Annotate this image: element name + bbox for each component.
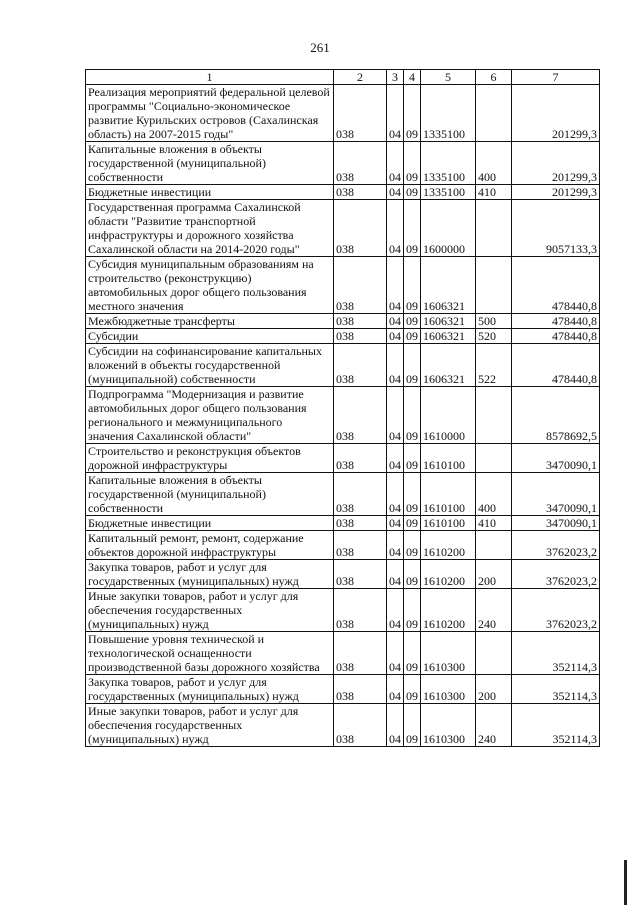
target-item-code-cell: 1335100: [421, 85, 476, 142]
section-code-cell: 04: [387, 142, 404, 185]
amount-cell: 3470090,1: [512, 444, 600, 473]
row-name-cell: Субсидии на софинансирование капитальных вложений в объекты государственной (муниципальной) собственности: [86, 344, 334, 387]
subsection-code-cell: 09: [404, 314, 421, 329]
subsection-code-cell: 09: [404, 257, 421, 314]
subsection-code-cell: 09: [404, 632, 421, 675]
table-row: [86, 444, 600, 473]
target-item-code-cell: 1610300: [421, 704, 476, 747]
section-code-cell: 04: [387, 632, 404, 675]
expense-type-code-cell: [476, 200, 512, 257]
expense-type-code-cell: [476, 531, 512, 560]
section-code-cell: 04: [387, 531, 404, 560]
target-item-code-cell: 1606321: [421, 344, 476, 387]
target-item-code-cell: 1606321: [421, 257, 476, 314]
subsection-code-cell: 09: [404, 444, 421, 473]
subsection-code-cell: 09: [404, 387, 421, 444]
ministry-code-cell: 038: [334, 85, 387, 142]
table-row: [86, 704, 600, 747]
expense-type-code-cell: 240: [476, 704, 512, 747]
subsection-code-cell: 09: [404, 344, 421, 387]
ministry-code-cell: 038: [334, 257, 387, 314]
section-code-cell: 04: [387, 257, 404, 314]
subsection-code-cell: 09: [404, 516, 421, 531]
table-row: [86, 560, 600, 589]
target-item-code-cell: 1335100: [421, 185, 476, 200]
subsection-code-cell: 09: [404, 85, 421, 142]
page-number: 261: [310, 40, 330, 55]
expense-type-code-cell: 522: [476, 344, 512, 387]
section-code-cell: 04: [387, 675, 404, 704]
subsection-code-cell: 09: [404, 560, 421, 589]
header-cell-5: 5: [421, 70, 476, 85]
amount-cell: 478440,8: [512, 344, 600, 387]
row-name-cell: Строительство и реконструкция объектов дорожной инфраструктуры: [86, 444, 334, 473]
target-item-code-cell: 1606321: [421, 314, 476, 329]
ministry-code-cell: 038: [334, 675, 387, 704]
ministry-code-cell: 038: [334, 314, 387, 329]
amount-cell: 8578692,5: [512, 387, 600, 444]
amount-cell: 201299,3: [512, 185, 600, 200]
table-row: [86, 632, 600, 675]
section-code-cell: 04: [387, 704, 404, 747]
row-name-cell: Закупка товаров, работ и услуг для государственных (муниципальных) нужд: [86, 560, 334, 589]
expense-type-code-cell: [476, 632, 512, 675]
expense-type-code-cell: 240: [476, 589, 512, 632]
section-code-cell: 04: [387, 329, 404, 344]
header-cell-1: 1: [86, 70, 334, 85]
subsection-code-cell: 09: [404, 185, 421, 200]
row-name-cell: Капитальный ремонт, ремонт, содержание объектов дорожной инфраструктуры: [86, 531, 334, 560]
ministry-code-cell: 038: [334, 329, 387, 344]
amount-cell: 3762023,2: [512, 589, 600, 632]
expense-type-code-cell: 400: [476, 473, 512, 516]
ministry-code-cell: 038: [334, 142, 387, 185]
section-code-cell: 04: [387, 200, 404, 257]
amount-cell: 352114,3: [512, 632, 600, 675]
amount-cell: 478440,8: [512, 314, 600, 329]
target-item-code-cell: 1610300: [421, 675, 476, 704]
row-name-cell: Реализация мероприятий федеральной целевой программы "Социально-экономическое развитие Курильских островов (Сахалинская область) на 2007-2015 годы": [86, 85, 334, 142]
header-cell-2: 2: [334, 70, 387, 85]
target-item-code-cell: 1610100: [421, 444, 476, 473]
section-code-cell: 04: [387, 185, 404, 200]
section-code-cell: 04: [387, 344, 404, 387]
expense-type-code-cell: [476, 444, 512, 473]
target-item-code-cell: 1610100: [421, 516, 476, 531]
section-code-cell: 04: [387, 314, 404, 329]
expense-type-code-cell: 520: [476, 329, 512, 344]
header-row: [86, 70, 600, 85]
amount-cell: 3762023,2: [512, 560, 600, 589]
ministry-code-cell: 038: [334, 632, 387, 675]
table-row: [86, 85, 600, 142]
expense-type-code-cell: 200: [476, 675, 512, 704]
table-row: [86, 185, 600, 200]
expense-type-code-cell: [476, 387, 512, 444]
section-code-cell: 04: [387, 85, 404, 142]
row-name-cell: Капитальные вложения в объекты государственной (муниципальной) собственности: [86, 142, 334, 185]
table-row: [86, 387, 600, 444]
amount-cell: 201299,3: [512, 142, 600, 185]
table-row: [86, 516, 600, 531]
table-row: [86, 200, 600, 257]
row-name-cell: Бюджетные инвестиции: [86, 185, 334, 200]
section-code-cell: 04: [387, 589, 404, 632]
target-item-code-cell: 1610200: [421, 531, 476, 560]
scan-edge-mark: [624, 860, 627, 905]
target-item-code-cell: 1610100: [421, 473, 476, 516]
subsection-code-cell: 09: [404, 473, 421, 516]
target-item-code-cell: 1600000: [421, 200, 476, 257]
target-item-code-cell: 1606321: [421, 329, 476, 344]
row-name-cell: Закупка товаров, работ и услуг для государственных (муниципальных) нужд: [86, 675, 334, 704]
target-item-code-cell: 1335100: [421, 142, 476, 185]
row-name-cell: Иные закупки товаров, работ и услуг для обеспечения государственных (муниципальных) нужд: [86, 704, 334, 747]
ministry-code-cell: 038: [334, 387, 387, 444]
ministry-code-cell: 038: [334, 704, 387, 747]
ministry-code-cell: 038: [334, 473, 387, 516]
target-item-code-cell: 1610200: [421, 589, 476, 632]
expense-type-code-cell: 400: [476, 142, 512, 185]
amount-cell: 478440,8: [512, 257, 600, 314]
ministry-code-cell: 038: [334, 185, 387, 200]
table-row: [86, 142, 600, 185]
ministry-code-cell: 038: [334, 344, 387, 387]
expense-type-code-cell: 200: [476, 560, 512, 589]
header-cell-6: 6: [476, 70, 512, 85]
expense-type-code-cell: 410: [476, 185, 512, 200]
amount-cell: 3762023,2: [512, 531, 600, 560]
target-item-code-cell: 1610300: [421, 632, 476, 675]
amount-cell: 478440,8: [512, 329, 600, 344]
table-row: [86, 589, 600, 632]
header-cell-3: 3: [387, 70, 404, 85]
header-cell-4: 4: [404, 70, 421, 85]
expense-type-code-cell: [476, 85, 512, 142]
ministry-code-cell: 038: [334, 516, 387, 531]
amount-cell: 352114,3: [512, 704, 600, 747]
table-row: [86, 314, 600, 329]
subsection-code-cell: 09: [404, 704, 421, 747]
row-name-cell: Субсидии: [86, 329, 334, 344]
table-row: [86, 257, 600, 314]
ministry-code-cell: 038: [334, 200, 387, 257]
subsection-code-cell: 09: [404, 675, 421, 704]
row-name-cell: Иные закупки товаров, работ и услуг для обеспечения государственных (муниципальных) нужд: [86, 589, 334, 632]
table-row: [86, 329, 600, 344]
table-row: [86, 531, 600, 560]
row-name-cell: Капитальные вложения в объекты государственной (муниципальной) собственности: [86, 473, 334, 516]
row-name-cell: Бюджетные инвестиции: [86, 516, 334, 531]
section-code-cell: 04: [387, 387, 404, 444]
ministry-code-cell: 038: [334, 444, 387, 473]
section-code-cell: 04: [387, 560, 404, 589]
table-row: [86, 344, 600, 387]
row-name-cell: Повышение уровня технической и технологической оснащенности производственной базы дорожного хозяйства: [86, 632, 334, 675]
row-name-cell: Межбюджетные трансферты: [86, 314, 334, 329]
section-code-cell: 04: [387, 444, 404, 473]
expense-type-code-cell: [476, 257, 512, 314]
amount-cell: 9057133,3: [512, 200, 600, 257]
table-row: [86, 675, 600, 704]
expense-type-code-cell: 410: [476, 516, 512, 531]
row-name-cell: Подпрограмма "Модернизация и развитие автомобильных дорог общего пользования регионального и межмуниципального значения Сахалинской области": [86, 387, 334, 444]
ministry-code-cell: 038: [334, 589, 387, 632]
expense-type-code-cell: 500: [476, 314, 512, 329]
amount-cell: 3470090,1: [512, 473, 600, 516]
subsection-code-cell: 09: [404, 142, 421, 185]
amount-cell: 201299,3: [512, 85, 600, 142]
subsection-code-cell: 09: [404, 589, 421, 632]
section-code-cell: 04: [387, 516, 404, 531]
section-code-cell: 04: [387, 473, 404, 516]
row-name-cell: Государственная программа Сахалинской области "Развитие транспортной инфраструктуры и дорожного хозяйства Сахалинской области на 2014-2020 годы": [86, 200, 334, 257]
budget-table: [85, 69, 600, 747]
ministry-code-cell: 038: [334, 560, 387, 589]
target-item-code-cell: 1610000: [421, 387, 476, 444]
table-row: [86, 473, 600, 516]
header-cell-7: 7: [512, 70, 600, 85]
subsection-code-cell: 09: [404, 329, 421, 344]
ministry-code-cell: 038: [334, 531, 387, 560]
row-name-cell: Субсидия муниципальным образованиям на строительство (реконструкцию) автомобильных дорог общего пользования местного значения: [86, 257, 334, 314]
subsection-code-cell: 09: [404, 531, 421, 560]
amount-cell: 3470090,1: [512, 516, 600, 531]
target-item-code-cell: 1610200: [421, 560, 476, 589]
subsection-code-cell: 09: [404, 200, 421, 257]
amount-cell: 352114,3: [512, 675, 600, 704]
